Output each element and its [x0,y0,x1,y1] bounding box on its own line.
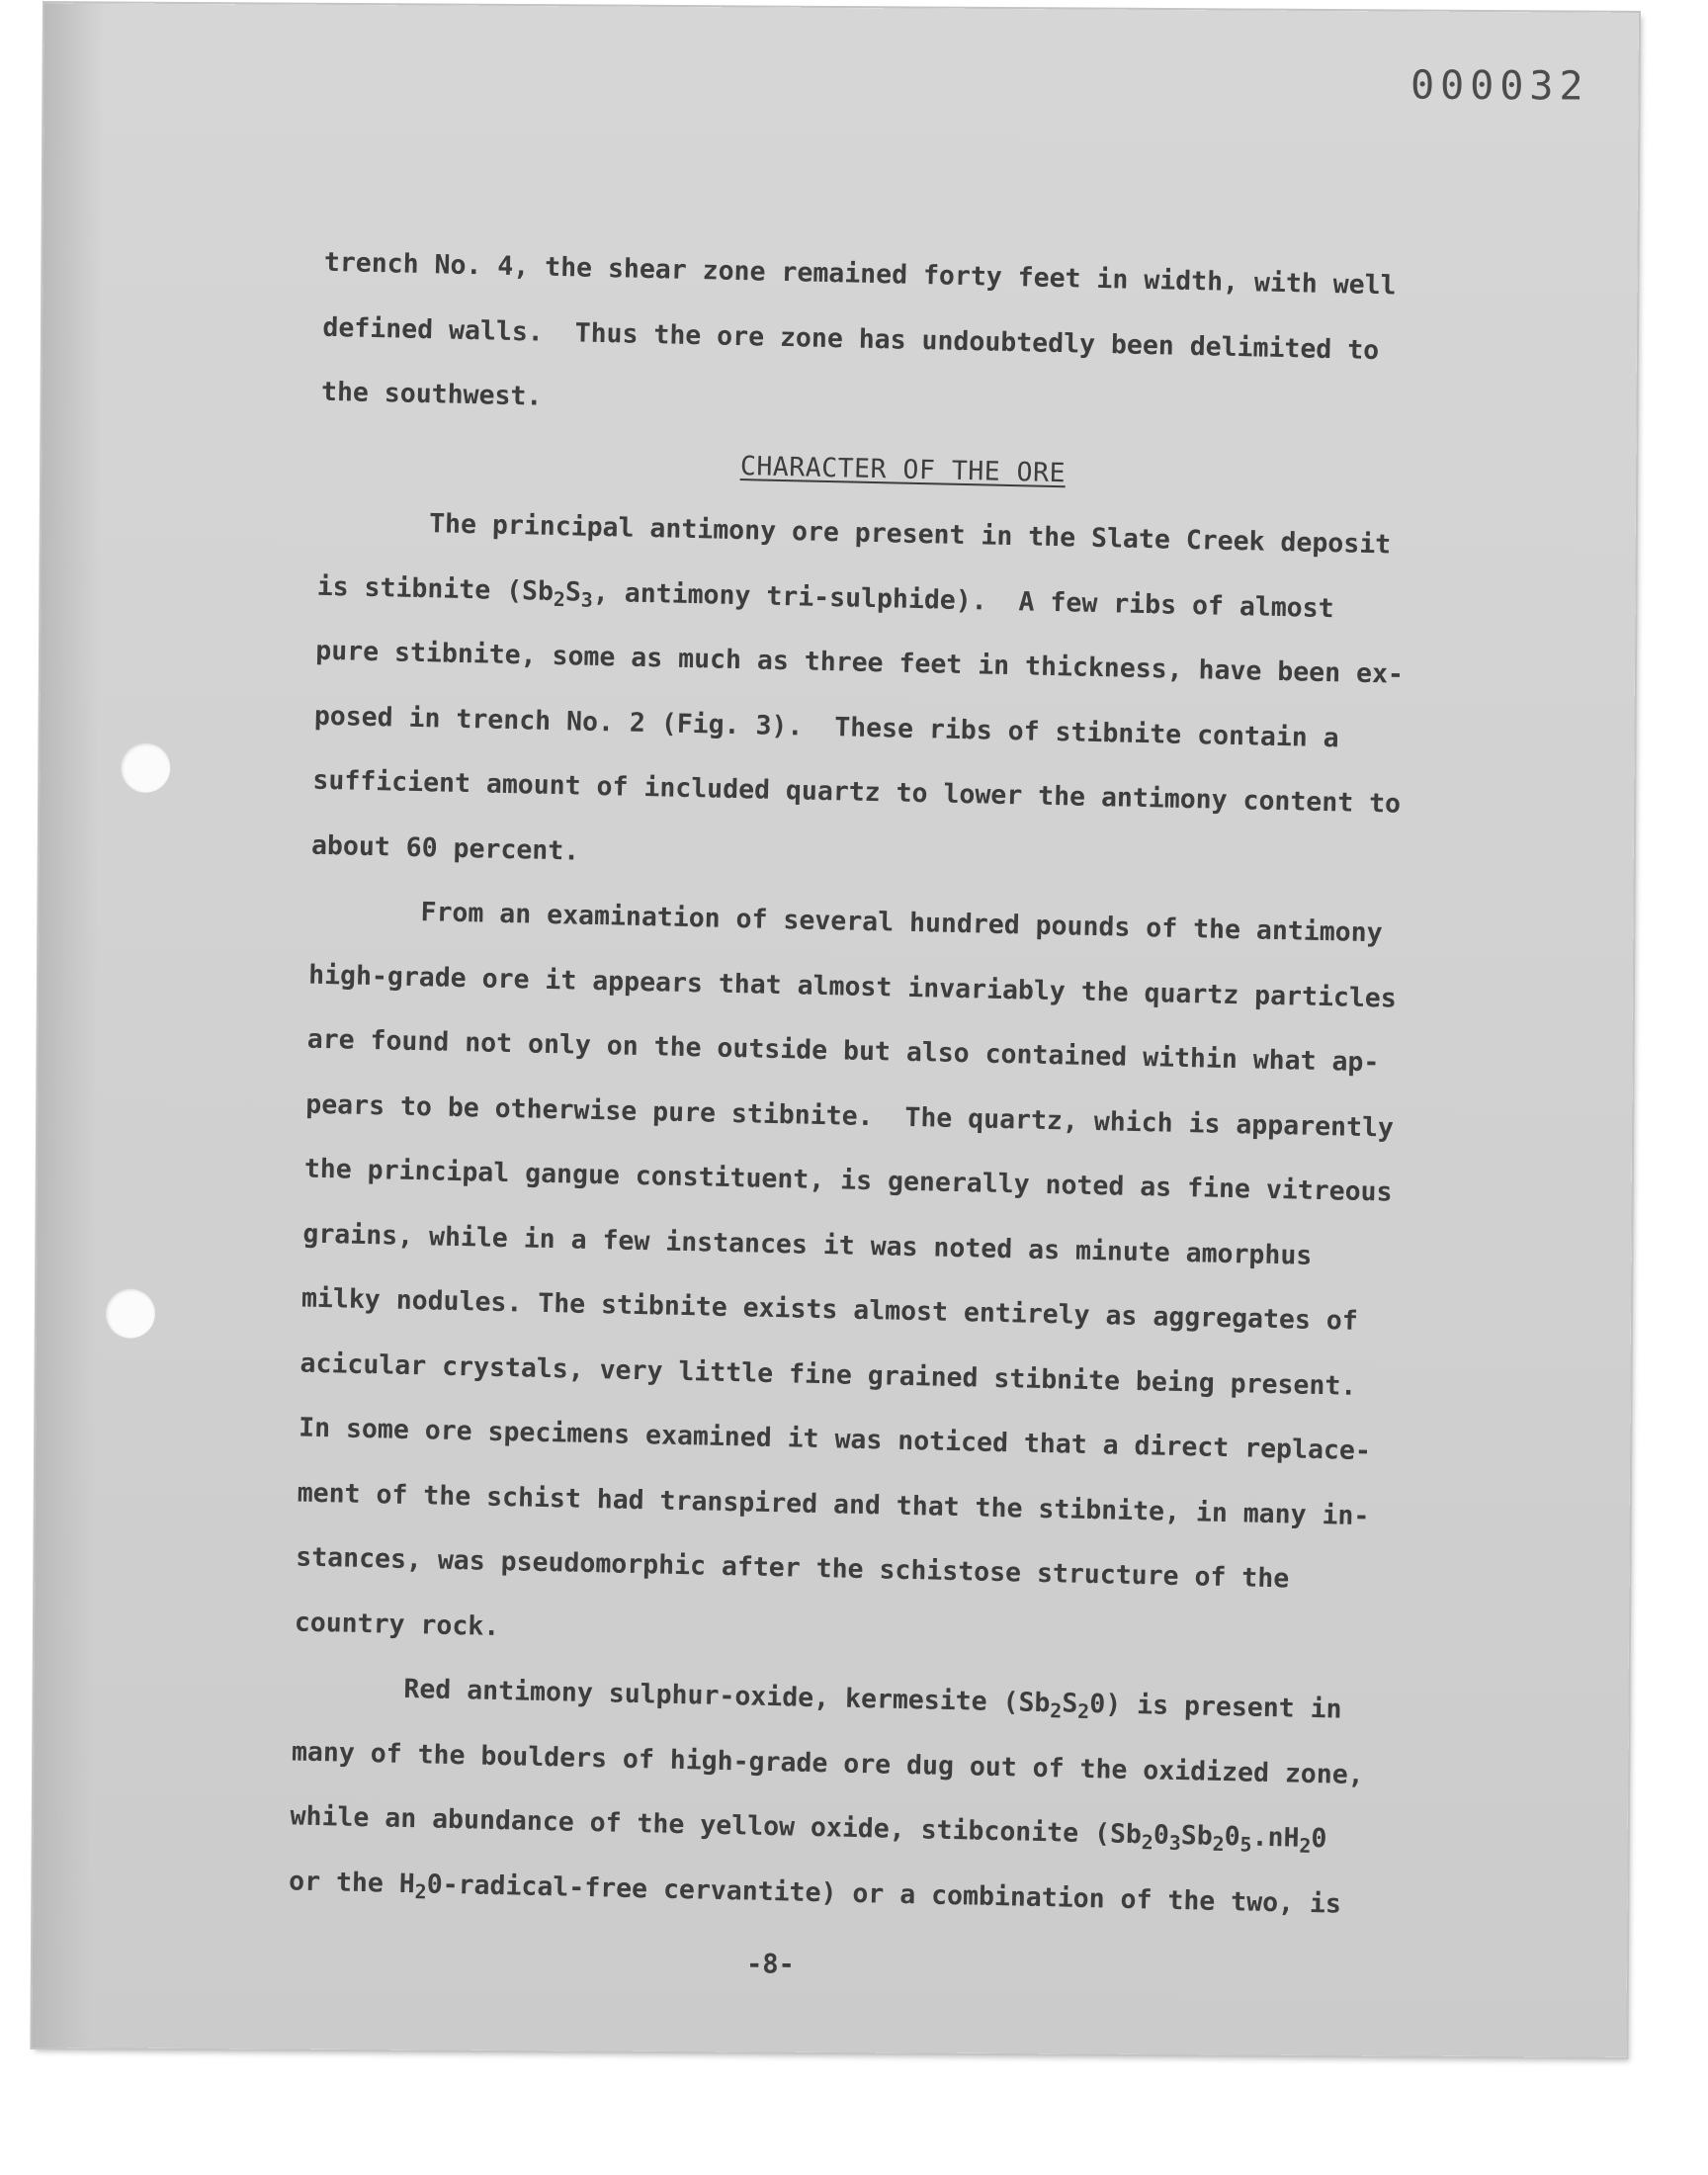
paragraph-principal-ore [310,489,1524,905]
text-line: In some ore specimens examined it was noticed that a direct replace- [298,1412,1372,1467]
text-line: the southwest. [320,376,543,412]
subscript: 3 [1168,1831,1181,1856]
text-line: country rock. [294,1606,500,1642]
text-line: The principal antimony ore present in the Slate Creek deposit [428,508,1392,561]
text-fragment: 0) is present in [1088,1689,1342,1725]
text-line: many of the boulders of high-grade ore dug out of the oxidized zone, [291,1735,1365,1790]
body-text [288,230,1530,1940]
subscript: 2 [553,587,566,611]
text-fragment: S [564,575,582,608]
text-line: milky nodules. The stibnite exists almost entirely as aggregates of [300,1282,1359,1337]
paragraph-kermesite [288,1654,1498,1940]
paragraph-shear-zone [320,230,1530,451]
text-line: stances, was pseudomorphic after the schistose structure of the [295,1541,1290,1595]
text-fragment: .nH [1251,1821,1300,1854]
punch-hole-upper [121,743,170,793]
text-line: sufficient amount of included quartz to lower the antimony content to [312,764,1402,820]
subscript: 3 [580,588,594,612]
text-fragment: is stibnite (Sb [316,570,555,607]
subscript: 2 [1141,1831,1154,1855]
document-number: 000032 [1409,62,1589,110]
text-fragment: , antimony tri-sulphide). A few ribs of almost [592,576,1334,624]
section-heading: CHARACTER OF THE ORE [739,450,1067,488]
text-fragment: 0 [1153,1819,1170,1851]
text-line: about 60 percent. [310,829,580,867]
subscript: 2 [414,1879,427,1903]
text-line: defined walls. Thus the ore zone has undoubtedly been delimited to [322,311,1380,366]
text-fragment: 0 [1311,1822,1327,1855]
paragraph-examination [294,878,1516,1681]
text-line: posed in trench No. 2 (Fig. 3). These ribs of stibnite contain a [313,700,1340,753]
text-fragment: Red antimony sulphur-oxide, kermesite (Sb [403,1673,1051,1719]
text-line: are found not only on the outside but also contained within what ap- [306,1023,1380,1079]
text-fragment: 0-radical-free cervantite) or a combination of the two, is [426,1868,1342,1920]
text-line: high-grade ore it appears that almost invariably the quartz particles [307,959,1398,1014]
text-line: pure stibnite, some as much as three feet in thickness, have been ex- [314,635,1405,690]
text-line: grains, while in a few instances it was noted as minute amorphus [302,1218,1313,1271]
subscript: 2 [1050,1699,1063,1723]
punch-hole-lower [106,1288,155,1338]
subscript: 2 [1076,1699,1090,1723]
page-edge-shadow [32,3,104,2047]
text-fragment: S [1062,1688,1078,1719]
page-number: -8- [745,1949,795,1980]
text-fragment: or the H [288,1865,416,1899]
text-line: ment of the schist had transpired and that the stibnite, in many in- [297,1477,1370,1531]
text-line: pears to be otherwise pure stibnite. The quartz, which is apparently [304,1088,1395,1144]
subscript: 5 [1239,1833,1252,1857]
subscript: 2 [1212,1832,1225,1856]
subscript: 2 [1299,1834,1312,1858]
text-line: From an examination of several hundred pounds of the antimony [420,897,1383,949]
text-fragment: while an abundance of the yellow oxide, stibconite (Sb [290,1800,1143,1851]
text-line: acicular crystals, very little fine grained stibnite being present. [299,1348,1357,1402]
text-line: the principal gangue constituent, is generally noted as fine vitreous [303,1153,1393,1208]
text-fragment: Sb [1180,1820,1214,1852]
text-fragment: 0 [1224,1821,1241,1853]
document-page [32,3,1639,2057]
text-line: trench No. 4, the shear zone remained forty feet in width, with well [323,246,1397,302]
